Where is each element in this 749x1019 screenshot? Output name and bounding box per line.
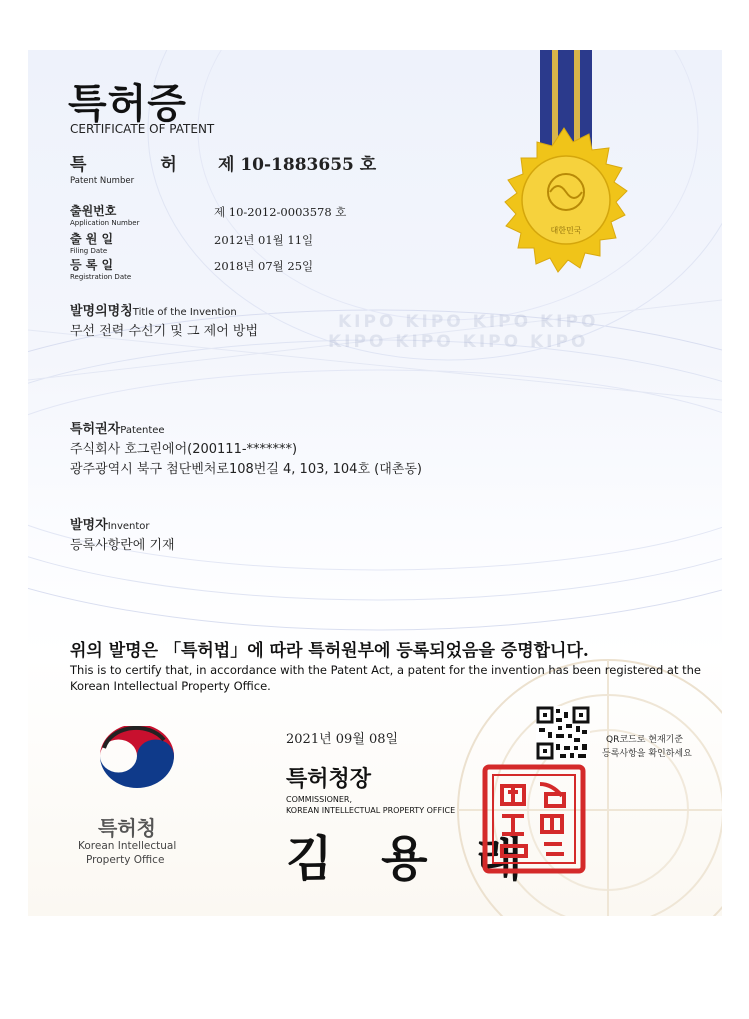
invention-title-label <box>70 300 237 319</box>
issue-date: 2021년 09월 08일 <box>286 732 399 747</box>
invention-title-label-ko: 발명의명칭 <box>70 304 133 319</box>
certification-statement-ko: 위의 발명은 「특허법」에 따라 특허원부에 등록되었음을 증명합니다. <box>70 641 589 661</box>
filing-date-label: 출 원 일 <box>70 232 114 246</box>
kipo-name-en-line2: Property Office <box>86 854 165 866</box>
patentee-label-ko: 특허권자 <box>70 422 121 437</box>
application-number-label: 출원번호 <box>70 204 117 218</box>
inventor-label <box>70 514 150 533</box>
watermark-text: KIPO KIPO KIPO KIPO <box>328 332 589 352</box>
patent-number-label-en: Patent Number <box>70 176 135 186</box>
inventor-value: 등록사항란에 기재 <box>70 538 175 553</box>
patent-number-label: 특 허 <box>70 155 211 175</box>
registration-date-value: 2018년 07월 25일 <box>214 259 314 273</box>
gold-medal-seal <box>478 50 678 290</box>
kipo-name-ko: 특허청 <box>98 816 156 840</box>
qr-note-line1: QR코드로 현재기준 <box>606 735 684 745</box>
patentee-label <box>70 418 165 437</box>
qr-note-line2: 등록사항을 확인하세요 <box>602 749 692 759</box>
invention-title-label-en: Title of the Invention <box>132 307 237 318</box>
medal-label: 대한민국 <box>550 226 582 235</box>
patentee-address: 광주광역시 북구 첨단벤처로108번길 4, 103, 104호 (대촌동) <box>70 462 422 477</box>
application-number-label-en: Application Number <box>70 219 140 227</box>
inventor-label-ko: 발명자 <box>70 518 108 533</box>
certificate-title-en: CERTIFICATE OF PATENT <box>70 122 215 136</box>
patent-certificate <box>28 50 722 916</box>
certificate-title: 특허증 <box>68 81 187 127</box>
commissioner-signature: 김 용 래 <box>286 831 539 887</box>
patentee-label-en: Patentee <box>120 425 165 436</box>
watermark-text: KIPO KIPO KIPO KIPO <box>338 312 599 332</box>
kipo-logo-icon <box>94 726 180 796</box>
filing-date-label-en: Filing Date <box>70 247 108 255</box>
filing-date-value: 2012년 01월 11일 <box>214 233 314 247</box>
registration-date-label-en: Registration Date <box>70 273 132 281</box>
commissioner-title-ko: 특허청장 <box>286 767 372 792</box>
patentee-name: 주식회사 호그린에어(200111-*******) <box>70 442 298 457</box>
certification-statement-en: This is to certify that, in accordance with the Patent Act, a patent for the invention has been registered at the Korean Intellectual Property Office. <box>70 663 701 693</box>
official-red-seal <box>482 764 586 874</box>
kipo-name-en-line1: Korean Intellectual <box>78 840 177 852</box>
registration-date-label: 등 록 일 <box>70 258 114 272</box>
commissioner-title-en-line2: KOREAN INTELLECTUAL PROPERTY OFFICE <box>286 806 456 815</box>
patent-number-value: 제 10-1883655 호 <box>218 155 377 175</box>
qr-code[interactable] <box>536 706 590 760</box>
commissioner-title-en-line1: COMMISSIONER, <box>286 795 352 804</box>
invention-title-value: 무선 전력 수신기 및 그 제어 방법 <box>70 324 259 339</box>
application-number-value: 제 10-2012-0003578 호 <box>214 205 347 219</box>
inventor-label-en: Inventor <box>107 521 150 532</box>
